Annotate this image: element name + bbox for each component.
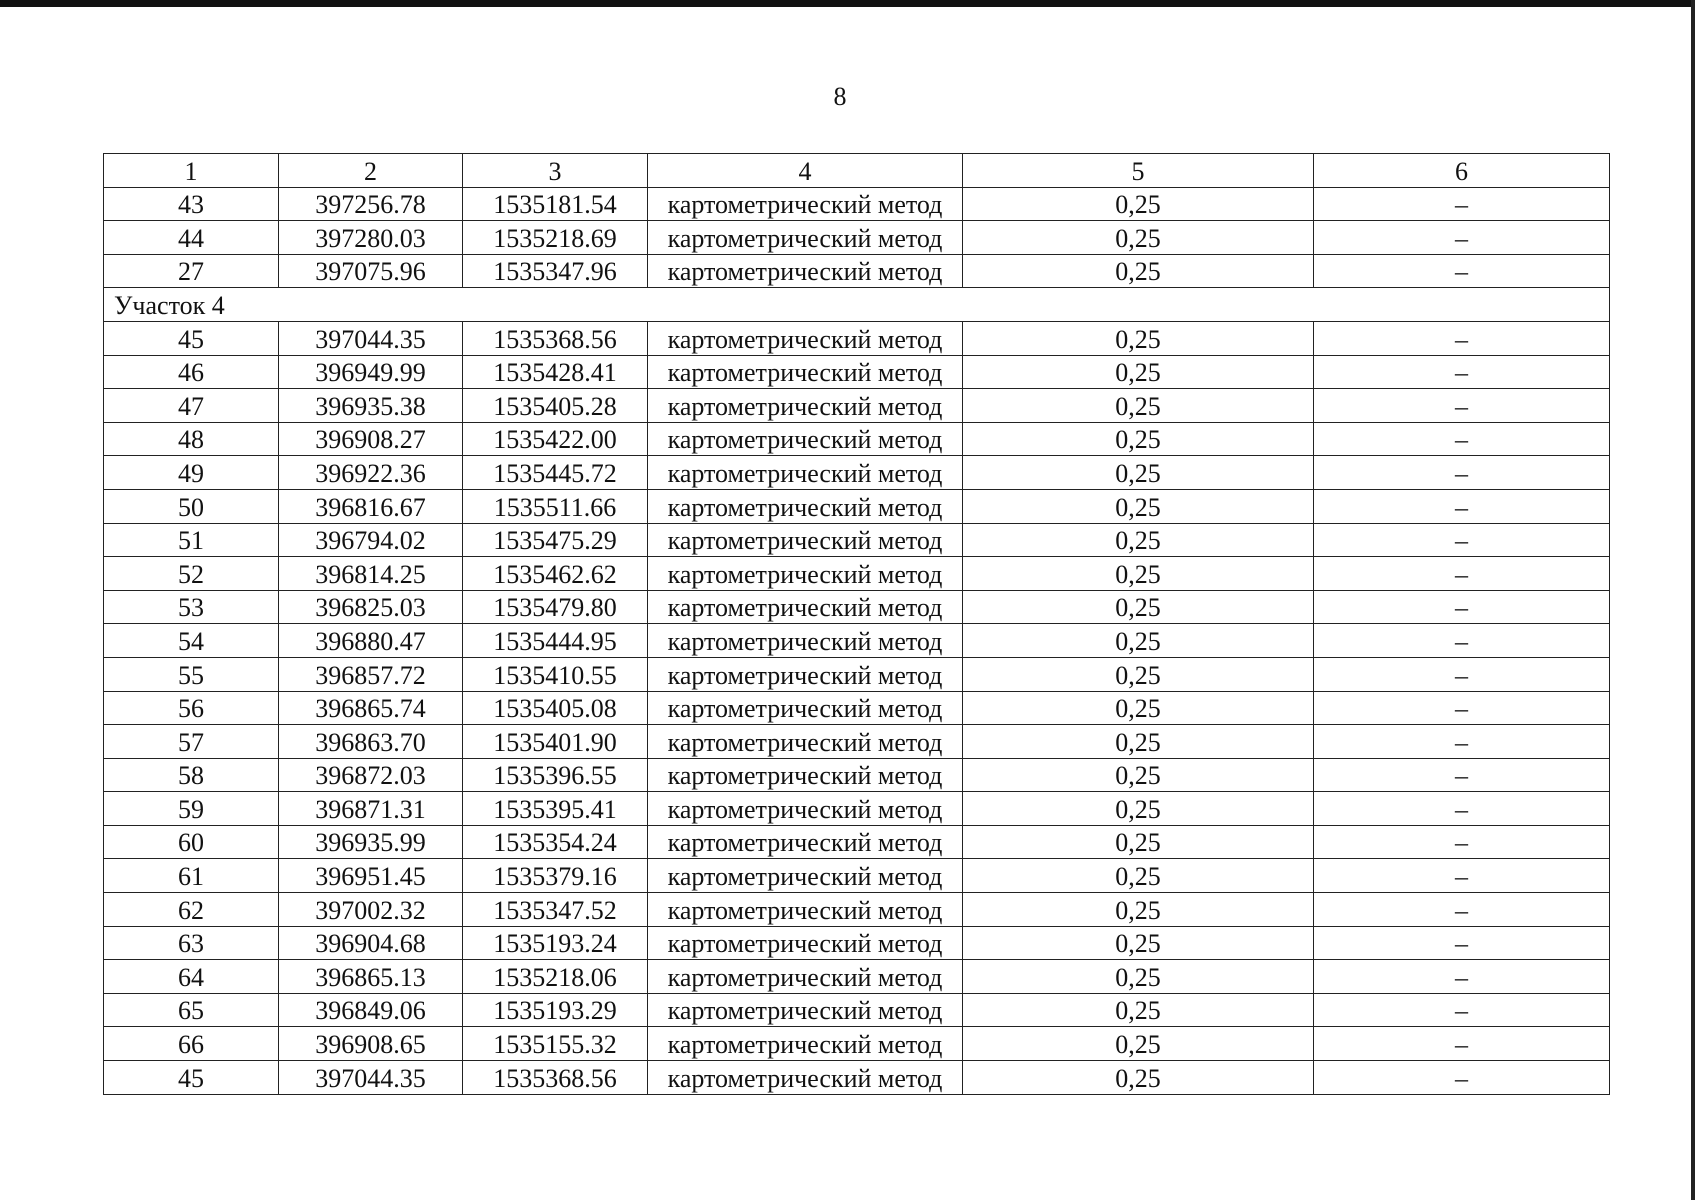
y-coordinate-cell: 1535396.55 — [463, 758, 648, 792]
accuracy-cell: 0,25 — [963, 926, 1314, 960]
note-cell: – — [1314, 523, 1610, 557]
y-coordinate-cell: 1535422.00 — [463, 422, 648, 456]
accuracy-cell: 0,25 — [963, 422, 1314, 456]
accuracy-cell: 0,25 — [963, 254, 1314, 288]
point-number-cell: 45 — [104, 321, 279, 355]
y-coordinate-cell: 1535181.54 — [463, 187, 648, 221]
header-row — [104, 154, 1610, 188]
table-row — [104, 1061, 1610, 1095]
table-row — [104, 221, 1610, 255]
point-number-cell: 58 — [104, 758, 279, 792]
x-coordinate-cell: 397075.96 — [279, 254, 463, 288]
note-cell: – — [1314, 1027, 1610, 1061]
point-number-cell: 65 — [104, 993, 279, 1027]
table-row — [104, 590, 1610, 624]
y-coordinate-cell: 1535218.69 — [463, 221, 648, 255]
point-number-cell: 63 — [104, 926, 279, 960]
x-coordinate-cell: 396935.38 — [279, 389, 463, 423]
accuracy-cell: 0,25 — [963, 859, 1314, 893]
table-row — [104, 456, 1610, 490]
y-coordinate-cell: 1535401.90 — [463, 725, 648, 759]
x-coordinate-cell: 396849.06 — [279, 993, 463, 1027]
table-row — [104, 893, 1610, 927]
y-coordinate-cell: 1535479.80 — [463, 590, 648, 624]
accuracy-cell: 0,25 — [963, 758, 1314, 792]
y-coordinate-cell: 1535475.29 — [463, 523, 648, 557]
note-cell: – — [1314, 960, 1610, 994]
note-cell: – — [1314, 758, 1610, 792]
y-coordinate-cell: 1535347.96 — [463, 254, 648, 288]
y-coordinate-cell: 1535405.08 — [463, 691, 648, 725]
table-row — [104, 321, 1610, 355]
table-row — [104, 792, 1610, 826]
column-header: 5 — [963, 154, 1314, 188]
x-coordinate-cell: 396816.67 — [279, 489, 463, 523]
method-cell: картометрический метод — [648, 725, 963, 759]
accuracy-cell: 0,25 — [963, 489, 1314, 523]
x-coordinate-cell: 396922.36 — [279, 456, 463, 490]
note-cell: – — [1314, 725, 1610, 759]
note-cell: – — [1314, 389, 1610, 423]
accuracy-cell: 0,25 — [963, 557, 1314, 591]
method-cell: картометрический метод — [648, 1061, 963, 1095]
note-cell: – — [1314, 422, 1610, 456]
x-coordinate-cell: 396908.65 — [279, 1027, 463, 1061]
accuracy-cell: 0,25 — [963, 657, 1314, 691]
note-cell: – — [1314, 657, 1610, 691]
accuracy-cell: 0,25 — [963, 590, 1314, 624]
note-cell: – — [1314, 221, 1610, 255]
note-cell: – — [1314, 691, 1610, 725]
method-cell: картометрический метод — [648, 1027, 963, 1061]
method-cell: картометрический метод — [648, 254, 963, 288]
y-coordinate-cell: 1535395.41 — [463, 792, 648, 826]
note-cell: – — [1314, 355, 1610, 389]
table-row — [104, 960, 1610, 994]
column-header: 1 — [104, 154, 279, 188]
table-row — [104, 993, 1610, 1027]
method-cell: картометрический метод — [648, 422, 963, 456]
column-header: 2 — [279, 154, 463, 188]
method-cell: картометрический метод — [648, 355, 963, 389]
table-row — [104, 725, 1610, 759]
method-cell: картометрический метод — [648, 489, 963, 523]
column-header: 3 — [463, 154, 648, 188]
x-coordinate-cell: 396794.02 — [279, 523, 463, 557]
accuracy-cell: 0,25 — [963, 456, 1314, 490]
accuracy-cell: 0,25 — [963, 792, 1314, 826]
method-cell: картометрический метод — [648, 523, 963, 557]
point-number-cell: 61 — [104, 859, 279, 893]
accuracy-cell: 0,25 — [963, 221, 1314, 255]
x-coordinate-cell: 396865.74 — [279, 691, 463, 725]
y-coordinate-cell: 1535410.55 — [463, 657, 648, 691]
point-number-cell: 53 — [104, 590, 279, 624]
accuracy-cell: 0,25 — [963, 825, 1314, 859]
table-row — [104, 355, 1610, 389]
table-row — [104, 825, 1610, 859]
note-cell: – — [1314, 321, 1610, 355]
note-cell: – — [1314, 993, 1610, 1027]
point-number-cell: 51 — [104, 523, 279, 557]
accuracy-cell: 0,25 — [963, 321, 1314, 355]
point-number-cell: 60 — [104, 825, 279, 859]
accuracy-cell: 0,25 — [963, 725, 1314, 759]
x-coordinate-cell: 396814.25 — [279, 557, 463, 591]
note-cell: – — [1314, 792, 1610, 826]
note-cell: – — [1314, 926, 1610, 960]
x-coordinate-cell: 397002.32 — [279, 893, 463, 927]
method-cell: картометрический метод — [648, 624, 963, 658]
method-cell: картометрический метод — [648, 758, 963, 792]
table-row — [104, 254, 1610, 288]
note-cell: – — [1314, 624, 1610, 658]
point-number-cell: 45 — [104, 1061, 279, 1095]
x-coordinate-cell: 396908.27 — [279, 422, 463, 456]
point-number-cell: 27 — [104, 254, 279, 288]
point-number-cell: 52 — [104, 557, 279, 591]
method-cell: картометрический метод — [648, 557, 963, 591]
method-cell: картометрический метод — [648, 456, 963, 490]
column-header: 6 — [1314, 154, 1610, 188]
method-cell: картометрический метод — [648, 792, 963, 826]
table-body — [104, 154, 1610, 1095]
accuracy-cell: 0,25 — [963, 389, 1314, 423]
method-cell: картометрический метод — [648, 321, 963, 355]
x-coordinate-cell: 396863.70 — [279, 725, 463, 759]
method-cell: картометрический метод — [648, 926, 963, 960]
note-cell: – — [1314, 893, 1610, 927]
accuracy-cell: 0,25 — [963, 993, 1314, 1027]
y-coordinate-cell: 1535193.24 — [463, 926, 648, 960]
accuracy-cell: 0,25 — [963, 960, 1314, 994]
table-row — [104, 758, 1610, 792]
point-number-cell: 66 — [104, 1027, 279, 1061]
x-coordinate-cell: 397044.35 — [279, 321, 463, 355]
method-cell: картометрический метод — [648, 590, 963, 624]
point-number-cell: 48 — [104, 422, 279, 456]
method-cell: картометрический метод — [648, 893, 963, 927]
x-coordinate-cell: 397044.35 — [279, 1061, 463, 1095]
note-cell: – — [1314, 254, 1610, 288]
right-edge-line — [1691, 0, 1695, 1200]
x-coordinate-cell: 396865.13 — [279, 960, 463, 994]
x-coordinate-cell: 396857.72 — [279, 657, 463, 691]
y-coordinate-cell: 1535347.52 — [463, 893, 648, 927]
point-number-cell: 56 — [104, 691, 279, 725]
coordinates-table — [103, 153, 1610, 1095]
x-coordinate-cell: 397256.78 — [279, 187, 463, 221]
column-header: 4 — [648, 154, 963, 188]
table-row — [104, 557, 1610, 591]
point-number-cell: 54 — [104, 624, 279, 658]
note-cell: – — [1314, 456, 1610, 490]
y-coordinate-cell: 1535379.16 — [463, 859, 648, 893]
note-cell: – — [1314, 859, 1610, 893]
method-cell: картометрический метод — [648, 960, 963, 994]
y-coordinate-cell: 1535405.28 — [463, 389, 648, 423]
point-number-cell: 43 — [104, 187, 279, 221]
accuracy-cell: 0,25 — [963, 187, 1314, 221]
point-number-cell: 64 — [104, 960, 279, 994]
point-number-cell: 55 — [104, 657, 279, 691]
method-cell: картометрический метод — [648, 221, 963, 255]
x-coordinate-cell: 397280.03 — [279, 221, 463, 255]
point-number-cell: 46 — [104, 355, 279, 389]
point-number-cell: 44 — [104, 221, 279, 255]
point-number-cell: 49 — [104, 456, 279, 490]
page-number: 8 — [833, 82, 847, 111]
y-coordinate-cell: 1535462.62 — [463, 557, 648, 591]
table-row — [104, 187, 1610, 221]
table-row — [104, 657, 1610, 691]
accuracy-cell: 0,25 — [963, 624, 1314, 658]
method-cell: картометрический метод — [648, 993, 963, 1027]
method-cell: картометрический метод — [648, 187, 963, 221]
table-row — [104, 389, 1610, 423]
accuracy-cell: 0,25 — [963, 691, 1314, 725]
x-coordinate-cell: 396951.45 — [279, 859, 463, 893]
accuracy-cell: 0,25 — [963, 1027, 1314, 1061]
accuracy-cell: 0,25 — [963, 1061, 1314, 1095]
note-cell: – — [1314, 489, 1610, 523]
y-coordinate-cell: 1535218.06 — [463, 960, 648, 994]
point-number-cell: 57 — [104, 725, 279, 759]
section-row — [104, 288, 1610, 322]
y-coordinate-cell: 1535428.41 — [463, 355, 648, 389]
method-cell: картометрический метод — [648, 389, 963, 423]
point-number-cell: 59 — [104, 792, 279, 826]
table-row — [104, 926, 1610, 960]
point-number-cell: 47 — [104, 389, 279, 423]
note-cell: – — [1314, 1061, 1610, 1095]
table-row — [104, 859, 1610, 893]
y-coordinate-cell: 1535368.56 — [463, 321, 648, 355]
note-cell: – — [1314, 825, 1610, 859]
table-row — [104, 422, 1610, 456]
method-cell: картометрический метод — [648, 691, 963, 725]
y-coordinate-cell: 1535444.95 — [463, 624, 648, 658]
point-number-cell: 50 — [104, 489, 279, 523]
table-row — [104, 624, 1610, 658]
y-coordinate-cell: 1535368.56 — [463, 1061, 648, 1095]
y-coordinate-cell: 1535511.66 — [463, 489, 648, 523]
x-coordinate-cell: 396872.03 — [279, 758, 463, 792]
note-cell: – — [1314, 557, 1610, 591]
section-title: Участок 4 — [104, 288, 1610, 322]
x-coordinate-cell: 396880.47 — [279, 624, 463, 658]
top-edge-line — [0, 0, 1695, 7]
point-number-cell: 62 — [104, 893, 279, 927]
accuracy-cell: 0,25 — [963, 523, 1314, 557]
method-cell: картометрический метод — [648, 657, 963, 691]
accuracy-cell: 0,25 — [963, 893, 1314, 927]
method-cell: картометрический метод — [648, 825, 963, 859]
y-coordinate-cell: 1535445.72 — [463, 456, 648, 490]
x-coordinate-cell: 396871.31 — [279, 792, 463, 826]
table-row — [104, 523, 1610, 557]
method-cell: картометрический метод — [648, 859, 963, 893]
table-row — [104, 1027, 1610, 1061]
note-cell: – — [1314, 187, 1610, 221]
table-row — [104, 489, 1610, 523]
y-coordinate-cell: 1535354.24 — [463, 825, 648, 859]
x-coordinate-cell: 396935.99 — [279, 825, 463, 859]
x-coordinate-cell: 396904.68 — [279, 926, 463, 960]
table-row — [104, 691, 1610, 725]
note-cell: – — [1314, 590, 1610, 624]
accuracy-cell: 0,25 — [963, 355, 1314, 389]
x-coordinate-cell: 396825.03 — [279, 590, 463, 624]
y-coordinate-cell: 1535155.32 — [463, 1027, 648, 1061]
y-coordinate-cell: 1535193.29 — [463, 993, 648, 1027]
x-coordinate-cell: 396949.99 — [279, 355, 463, 389]
